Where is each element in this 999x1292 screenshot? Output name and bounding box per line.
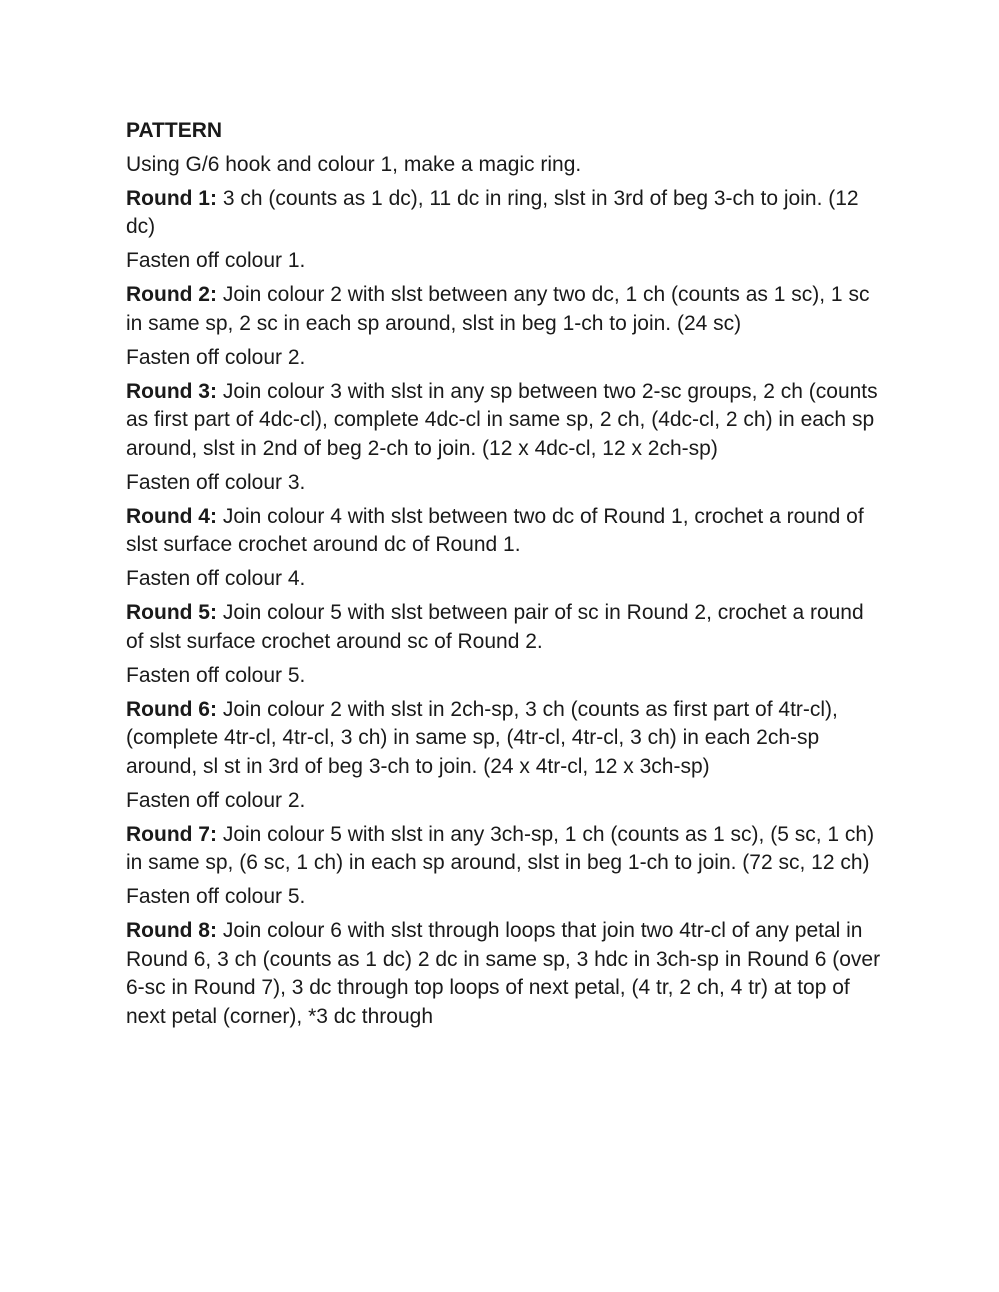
fasten-text: Fasten off colour 4. (126, 567, 306, 590)
pattern-heading: PATTERN (126, 119, 223, 142)
fasten-text: Fasten off colour 5. (126, 885, 306, 908)
round-6-paragraph (126, 696, 886, 782)
intro-text: Using G/6 hook and colour 1, make a magic ring. (126, 152, 582, 176)
round-label: Round 1: (126, 186, 217, 210)
round-2-paragraph (126, 281, 886, 338)
round-label: Round 4: (126, 504, 217, 528)
round-label: Round 3: (126, 379, 217, 403)
round-label: Round 5: (126, 601, 217, 624)
round-label: Round 7: (126, 822, 217, 846)
fasten-text: Fasten off colour 2. (126, 345, 306, 369)
fasten-off-5 (126, 662, 886, 691)
fasten-text: Fasten off colour 2. (126, 788, 306, 812)
fasten-off-4 (126, 565, 886, 594)
fasten-off-1 (126, 247, 886, 276)
round-5-paragraph (126, 599, 886, 656)
fasten-off-7 (126, 883, 886, 912)
round-text: Join colour 4 with slst between two dc of Round 1, crochet a round of slst surface crochet around dc of Round 1. (126, 504, 864, 556)
round-4-paragraph (126, 503, 886, 560)
round-1-paragraph (126, 185, 886, 242)
round-3-paragraph (126, 378, 886, 464)
round-text: Join colour 3 with slst in any sp between two 2-sc groups, 2 ch (counts as first part of 4dc-cl), complete 4dc-cl in same sp, 2 ch, (4dc-cl, 2 ch) in each sp around, slst in 2nd of beg 2-ch to join. (12 x 4dc-cl, 12 x 2ch-sp) (126, 379, 878, 460)
fasten-off-6 (126, 787, 886, 816)
pattern-content (126, 117, 886, 1037)
round-text: Join colour 5 with slst in any 3ch-sp, 1 ch (counts as 1 sc), (5 sc, 1 ch) in same sp, (6 sc, 1 ch) in each sp around, slst in beg 1-ch to join. (72 sc, 12 ch) (126, 822, 875, 874)
round-7-paragraph (126, 821, 886, 878)
round-text: 3 ch (counts as 1 dc), 11 dc in ring, slst in 3rd of beg 3-ch to join. (12 dc) (126, 186, 859, 238)
fasten-text: Fasten off colour 3. (126, 470, 306, 494)
round-8-paragraph (126, 917, 886, 1031)
round-text: Join colour 2 with slst between any two dc, 1 ch (counts as 1 sc), 1 sc in same sp, 2 sc in each sp around, slst in beg 1-ch to join. (24 sc) (126, 283, 870, 335)
round-label: Round 2: (126, 283, 217, 306)
round-text: Join colour 5 with slst between pair of sc in Round 2, crochet a round of slst surface crochet around sc of Round 2. (126, 601, 864, 653)
fasten-text: Fasten off colour 5. (126, 663, 306, 687)
round-label: Round 8: (126, 919, 217, 942)
round-text: Join colour 2 with slst in 2ch-sp, 3 ch (counts as first part of 4tr-cl), (complete 4tr-cl, 4tr-cl, 3 ch) in same sp, (4tr-cl, 4tr-cl, 3 ch) in each 2ch-sp around, sl st in 3rd of beg 3-ch to join. (24 x 4tr-cl, 12 x 3ch-sp) (126, 697, 838, 778)
fasten-off-3 (126, 469, 886, 498)
round-text: Join colour 6 with slst through loops that join two 4tr-cl of any petal in Round 6, 3 ch (counts as 1 dc) 2 dc in same sp, 3 hdc in 3ch-sp in Round 6 (over 6-sc in Round 7), 3 dc through top loops of next petal, (4 tr, 2 ch, 4 tr) at top of next petal (corner), *3 dc through (126, 919, 881, 1028)
round-label: Round 6: (126, 697, 217, 721)
fasten-off-2 (126, 344, 886, 373)
fasten-text: Fasten off colour 1. (126, 249, 306, 272)
